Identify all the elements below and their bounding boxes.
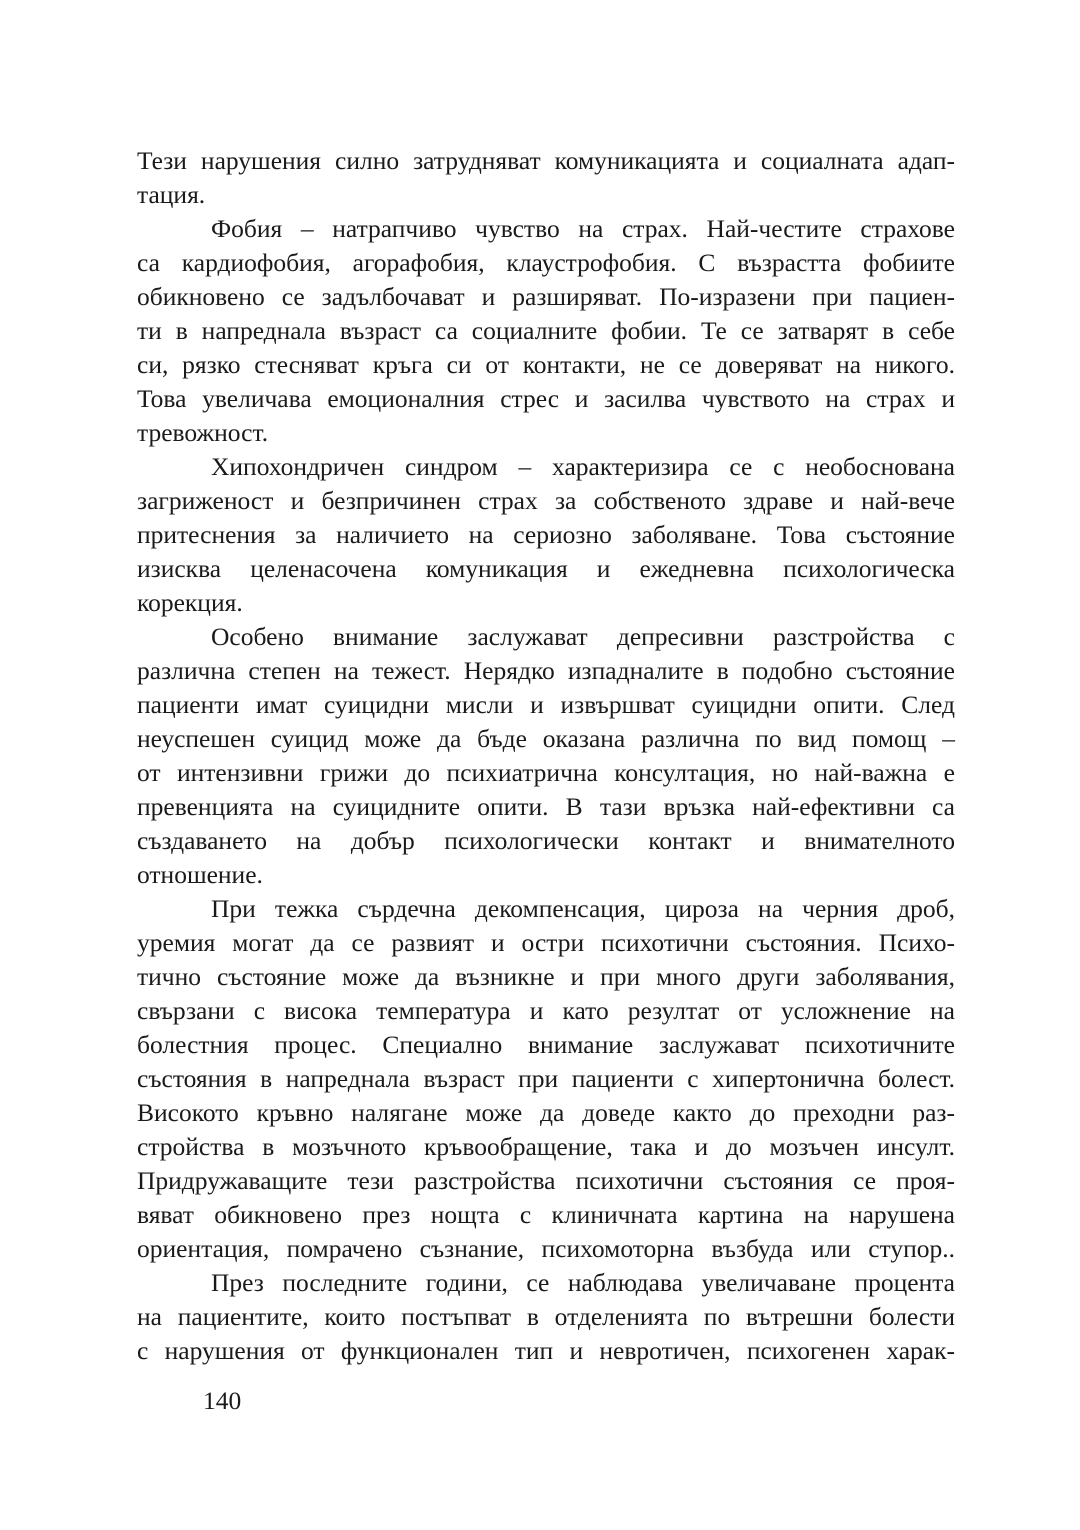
text-line: състояния в напреднала възраст при пациенти с хипертонична болест. (137, 1064, 955, 1093)
text-line: стройства в мозъчното кръвообращение, така и до мозъчен инсулт. (137, 1132, 955, 1161)
body-text (137, 144, 955, 1368)
text-line: превенцията на суицидните опити. В тази връзка най-ефективни са (137, 792, 955, 821)
text-line: тация. (137, 180, 206, 209)
text-line: ориентация, помрачено съзнание, психомоторна възбуда или ступор.. (137, 1234, 955, 1263)
text-line: притеснения за наличието на сериозно заболяване. Това състояние (137, 520, 955, 549)
page-number: 140 (203, 1386, 242, 1415)
text-line: Високото кръвно налягане може да доведе както до преходни раз- (137, 1098, 955, 1127)
text-line: Придружаващите тези разстройства психотични състояния се проя- (137, 1166, 955, 1195)
text-line: обикновено се задълбочават и разширяват. По-изразени при пациен- (137, 282, 955, 311)
text-line: на пациентите, които постъпват в отделенията по вътрешни болести (137, 1302, 955, 1331)
text-line: загриженост и безпричинен страх за собственото здраве и най-вече (137, 486, 955, 515)
text-line: си, рязко стесняват кръга си от контакти, не се доверяват на никого. (137, 350, 955, 379)
text-line: различна степен на тежест. Нерядко изпадналите в подобно състояние (137, 656, 955, 685)
paragraph-psychosis-start: При тежка сърдечна декомпенсация, цироза на черния дроб, (211, 894, 955, 923)
text-line: вяват обикновено през нощта с клиничната картина на нарушена (137, 1200, 955, 1229)
paragraph-hypochondria-start: Хипохондричен синдром – характеризира се с необоснована (211, 452, 955, 481)
text-line: създаването на добър психологически контакт и внимателното (137, 826, 955, 855)
paragraph-depression-start: Особено внимание заслужават депресивни разстройства с (211, 622, 955, 651)
paragraph-phobia-start: Фобия – натрапчиво чувство на страх. Най-честите страхове (211, 214, 955, 243)
text-line: пациенти имат суицидни мисли и извършват суицидни опити. След (137, 690, 955, 719)
text-line: тично състояние може да възникне и при много други заболявания, (137, 962, 955, 991)
text-line: са кардиофобия, агорафобия, клаустрофобия. С възрастта фобиите (137, 248, 955, 277)
text-line: от интензивни грижи до психиатрична консултация, но най-важна е (137, 758, 955, 787)
text-line: отношение. (137, 860, 263, 889)
text-line: ти в напреднала възраст са социалните фобии. Те се затварят в себе (137, 316, 955, 345)
text-line: Това увеличава емоционалния стрес и засилва чувството на страх и (137, 384, 955, 413)
text-line: тревожност. (137, 418, 269, 447)
text-line: с нарушения от функционален тип и невротичен, психогенен харак- (137, 1336, 955, 1365)
text-line: Тези нарушения силно затрудняват комуникацията и социалната адап- (137, 146, 955, 175)
text-line: свързани с висока температура и като резултат от усложнение на (137, 996, 955, 1025)
text-line: неуспешен суицид може да бъде оказана различна по вид помощ – (137, 724, 955, 753)
paragraph-recent-years-start: През последните години, се наблюдава увеличаване процента (211, 1268, 955, 1297)
text-line: уремия могат да се развият и остри психотични състояния. Психо- (137, 928, 955, 957)
text-line: болестния процес. Специално внимание заслужават психотичните (137, 1030, 955, 1059)
text-line: изисква целенасочена комуникация и ежедневна психологическа (137, 554, 955, 583)
text-line: корекция. (137, 588, 243, 617)
